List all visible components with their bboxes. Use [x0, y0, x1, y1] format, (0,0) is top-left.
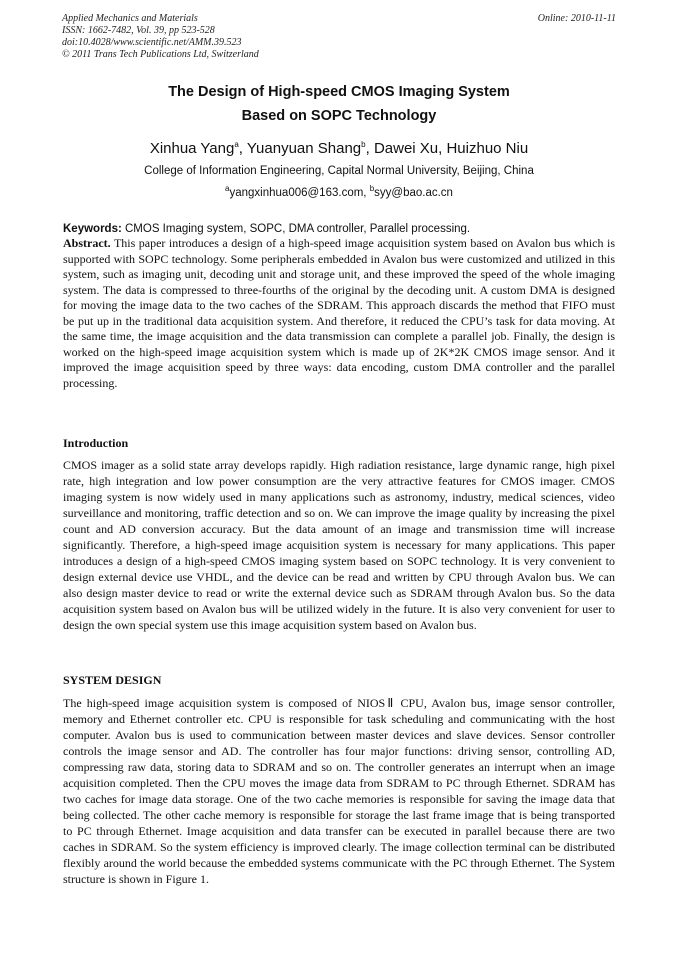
title-line-2: Based on SOPC Technology: [241, 108, 437, 124]
copyright-line: © 2011 Trans Tech Publications Ltd, Switzerland: [62, 49, 259, 60]
keywords-label: Keywords:: [63, 223, 122, 235]
keywords-block: [63, 222, 615, 236]
email-link: syy@bao.ac.cn: [374, 187, 453, 199]
journal-name: Applied Mechanics and Materials: [62, 13, 198, 24]
author-superscript: b: [361, 140, 366, 149]
online-date: Online: 2010-11-11: [537, 13, 616, 24]
email-link: yangxinhua006@163.com,: [229, 187, 370, 199]
section-heading-introduction: Introduction: [63, 436, 129, 450]
section-heading-system-design: SYSTEM DESIGN: [63, 673, 162, 687]
doi-line: doi:10.4028/www.scientific.net/AMM.39.523: [62, 37, 242, 48]
author-emails: [62, 185, 616, 201]
author-separator: ,: [238, 140, 247, 157]
author-superscript: a: [234, 140, 239, 149]
affiliation: College of Information Engineering, Capital Normal University, Beijing, China: [144, 165, 534, 177]
issn-line: ISSN: 1662-7482, Vol. 39, pp 523-528: [62, 25, 215, 36]
abstract-block: [63, 236, 615, 391]
introduction-paragraph: CMOS imager as a solid state array develops rapidly. High radiation resistance, large dynamic range, high pixel rate, high integration and low power consumption are the very attractive features for CMOS imager. CMOS imaging system is now widely used in many applications such as astronomy, industry, medical sciences, video surveillance and monitoring, traffic detection and so on. We can improve the image quality by increasing the pixel count and AD conversion accuracy. But the data amount of an image and transmission time will increase significantly. Therefore, a high-speed image acquisition system is necessary for many applications. This paper introduces a design of a high-speed CMOS imaging system based on SOPC technology. It is very convenient to design external device use VHDL, and the device can be read and written by CPU through Avalon bus. We can also design master device to read or write the external device such as SDRAM through Avalon bus. So the data acquisition system based on Avalon bus will be utilized widely in the future. It is also very convenient for user to design the own special system use this image acquisition system based on Avalon bus.: [63, 458, 615, 632]
journal-header: [62, 13, 616, 61]
author-name: Yuanyuan Shang: [246, 140, 362, 157]
email-superscript: a: [225, 184, 230, 194]
author-names-rest: , Dawei Xu, Huizhuo Niu: [365, 140, 529, 157]
author-list: [62, 139, 616, 159]
email-superscript: b: [369, 184, 375, 194]
abstract-label: Abstract.: [63, 236, 111, 250]
author-name: Xinhua Yang: [149, 140, 235, 157]
title-line-1: The Design of High-speed CMOS Imaging System: [168, 84, 510, 100]
abstract-text: This paper introduces a design of a high-speed image acquisition system based on Avalon bus which is supported with SOPC technology. Some peripherals embedded in Avalon bus were customized and utilized in this system, such as imaging unit, decoding unit and storage unit, and these improved the speed of the whole imaging system. The data is compressed to three-fourths of the original by the decoding unit. A custom DMA is designed for moving the image data to the two caches of the SDRAM. This approach discards the method that FIFO must be put up in the traditional data acquisition system. And therefore, it reduced the CPU’s task for data moving. At the same time, the image acquisition and the data transmission can complete a parallel job. Finally, the design is worked on the high-speed image acquisition system which is made up of 2K*2K CMOS image sensor. And it improved the image acquisition speed by three ways: data encoding, custom DMA controller and the parallel processing.: [63, 236, 615, 390]
keywords-text: CMOS Imaging system, SOPC, DMA controller, Parallel processing.: [121, 223, 471, 235]
paper-title: [62, 80, 616, 128]
system-design-paragraph: The high-speed image acquisition system is composed of NIOSⅡ CPU, Avalon bus, image sensor controller, memory and Ethernet controller etc. CPU is responsible for task scheduling and communicating with the host computer. Avalon bus is used to communication between master devices and slave devices. Sensor controller controls the image sensor and AD. The controller has four major functions: driving sensor, controlling AD, compressing raw data, storing data to SDRAM and so on. The controller generates an interrupt when an image acquisition completed. Then the CPU moves the image data from SDRAM to PC through Ethernet. SDRAM has two caches for image data storage. One of the two cache memories is responsible for saving the image data that being collected. The other cache memory is responsible for storage the last frame image that is being transported to PC through Ethernet. Image acquisition and data transfer can be executed in parallel because there are two caches in SDRAM. So the system efficiency is improved clearly. The image collection terminal can be distributed flexibly around the world because the embedded systems communicate with the PC through Ethernet. The System structure is shown in Figure 1.: [63, 696, 615, 886]
